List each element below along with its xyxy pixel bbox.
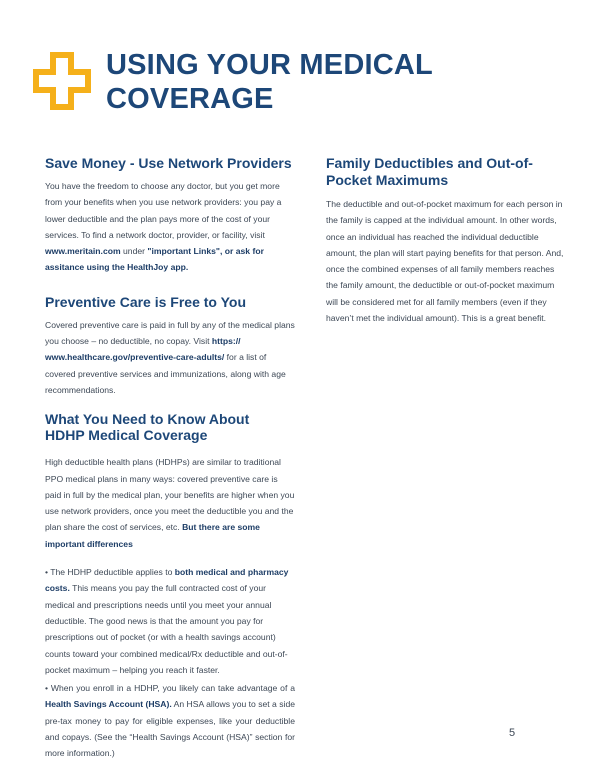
bullet1-bold: both medical and pharmacy costs. bbox=[45, 567, 289, 594]
hdhp-section bbox=[45, 411, 295, 761]
healthcare-gov-link[interactable]: https://​www.healthcare.gov/preventive-care-adults/ bbox=[45, 336, 241, 363]
meritain-link[interactable]: www.meritain.com bbox=[45, 246, 121, 257]
preventive-care-section bbox=[45, 294, 295, 398]
bullet2-lead: • When you enroll in a HDHP, you likely can take advantage of a bbox=[45, 683, 295, 694]
hdhp-heading bbox=[45, 411, 295, 443]
page-number: 5 bbox=[509, 727, 516, 739]
family-deductibles-text: The deductible and out-of-pocket maximum for each person in the family is capped at the individual amount. In other words, once an individual has reached the individual deductible amount, the plan will start paying benefits for that person. And, once the combined expenses of all family members reaches the family amount, the deductible or out-of-pocket maximum will be considered met for all family members (even if they haven’t met the individual amount). This is a great benefit. bbox=[326, 199, 564, 324]
page-title-line2: COVERAGE bbox=[106, 83, 274, 115]
save-money-text-2: under bbox=[120, 246, 148, 257]
family-deductibles-heading: Family Deductibles and Out-of-Pocket Maximums bbox=[326, 155, 533, 188]
hdhp-bullet-deductible bbox=[45, 564, 295, 678]
healthjoy-note: "important Links", or ask for assitance using the HealthJoy app. bbox=[45, 246, 264, 273]
page-title bbox=[106, 48, 433, 116]
bullet2-bold: Health Savings Account (HSA). bbox=[45, 699, 172, 710]
preventive-care-text-1: Covered preventive care is paid in full by any of the medical plans you choose – no deductible, no copay. Visit bbox=[45, 319, 295, 347]
family-deductibles-section bbox=[326, 155, 564, 326]
bullet2-rest: An HSA allows you to set a side pre-tax money to pay for eligible expenses, like your deductible and copays. (See the “Health Savings Account (HSA)” section for more information.) bbox=[45, 699, 295, 759]
hdhp-intro-bold: But there are some important differences bbox=[45, 522, 260, 549]
medical-cross-icon bbox=[33, 52, 91, 110]
right-column bbox=[326, 155, 564, 326]
save-money-text bbox=[45, 178, 295, 276]
hdhp-heading-line2: HDHP Medical Coverage bbox=[45, 427, 208, 444]
hdhp-bullet-hsa bbox=[45, 680, 295, 761]
bullet1-rest: This means you pay the full contracted cost of your medical and prescriptions needs until you meet your annual deductible. The good news is that the amount you pay for prescriptions out of pocket (or with a health savings account) counts toward your combined medical/Rx deductible and out-of-pocket maximum – helping you reach it faster. bbox=[45, 583, 288, 675]
preventive-care-heading: Preventive Care is Free to You bbox=[45, 293, 247, 310]
preventive-care-text-2: for a list of covered preventive services and immunizations, along with age recommendations. bbox=[45, 352, 286, 395]
save-money-section bbox=[45, 155, 295, 276]
page-title-line1: USING YOUR MEDICAL bbox=[106, 49, 433, 81]
bullet1-lead: • The HDHP deductible applies to bbox=[45, 567, 175, 578]
save-money-text-1: You have the freedom to choose any doctor, but you get more from your benefits when you use network providers: you pay a lower deductible and the plan pays more of the cost of your services. To find a network doctor, provider, or facility, visit bbox=[45, 181, 282, 240]
left-column bbox=[45, 155, 295, 762]
hdhp-intro-text: High deductible health plans (HDHPs) are similar to traditional PPO medical plans in many ways: covered preventive care is paid in full by the medical plan, your benefits are higher when you use network providers, once you meet the deductible you and the plan share the cost of services, etc. bbox=[45, 457, 295, 533]
hdhp-intro bbox=[45, 454, 295, 552]
save-money-heading: Save Money - Use Network Providers bbox=[45, 155, 292, 171]
hdhp-heading-line1: What You Need to Know About bbox=[45, 411, 250, 428]
preventive-care-text bbox=[45, 317, 295, 398]
